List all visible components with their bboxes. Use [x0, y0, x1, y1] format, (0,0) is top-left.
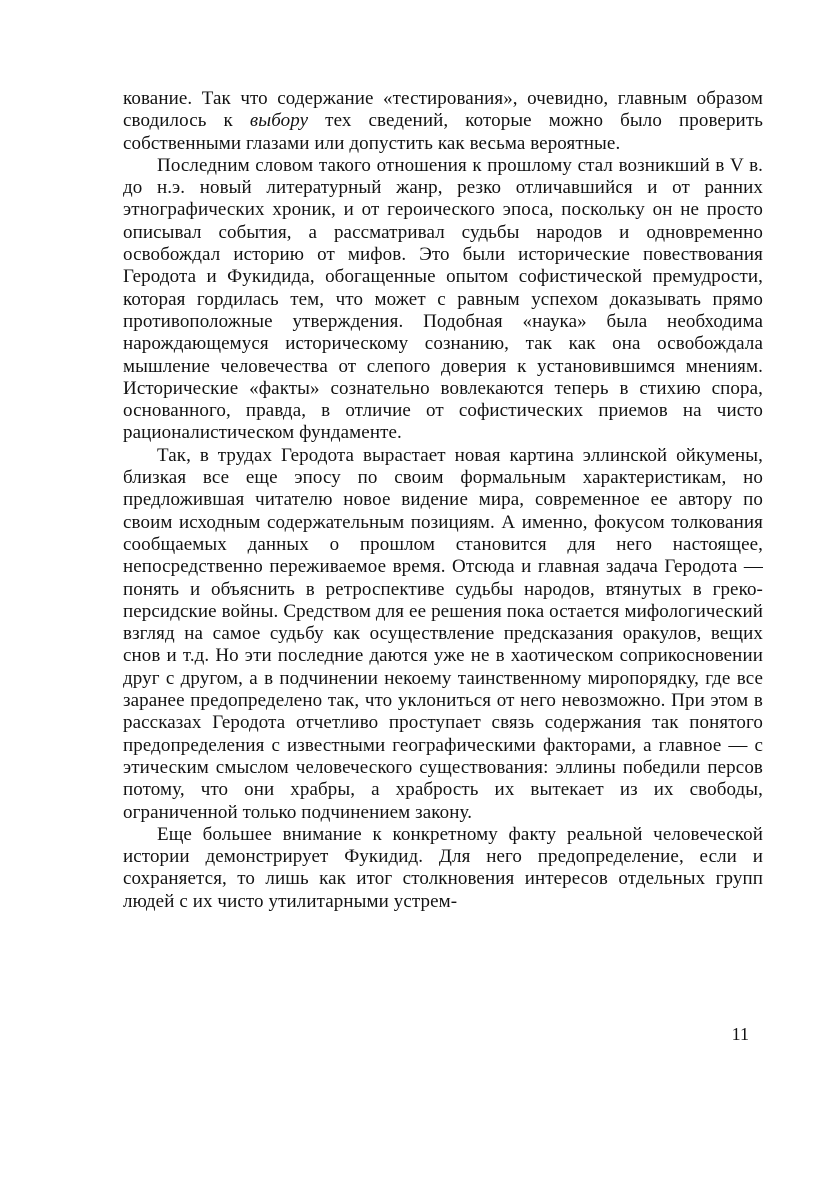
- paragraph: Еще большее внимание к конкретному факту реальной человеческой истории демонстрирует Фукидид. Для него предопределение, если и сохраняется, то лишь как итог столкновения интересов отдельных групп людей с их чисто утилитарными устрем-: [123, 823, 763, 912]
- page-number: 11: [731, 1024, 749, 1044]
- italic-word: выбору: [249, 110, 309, 132]
- paragraph: Так, в трудах Геродота вырастает новая картина эллинской ойкумены, близкая все еще эпосу по своим формальным характеристикам, но предложившая читателю новое видение мира, современное ее автору по своим исходным содержательным позициям. А именно, фокусом толкования сообщаемых данных о прошлом становится для него настоящее, непосредственно переживаемое время. Отсюда и главная задача Геродота — понять и объяснить в ретроспективе судьбы народов, втянутых в греко-персидские войны. Средством для ее решения пока остается мифологический взгляд на самое судьбу как осуществление предсказания оракулов, вещих снов и т.д. Но эти последние даются уже не в хаотическом соприкосновении друг с другом, а в подчинении некоему таинственному миропорядку, где все заранее предопределено так, что уклониться от него невозможно. При этом в рассказах Геродота отчетливо проступает связь содержания так понятого предопределения с известными географическими факторами, а главное — с этическим смыслом человеческого существования: эллины победили персов потому, что они храбры, а храбрость их вытекает из их свободы, ограниченной только подчинением закону.: [123, 444, 763, 823]
- body-text: [123, 88, 763, 913]
- paragraph: [123, 88, 763, 155]
- paragraph: Последним словом такого отношения к прошлому стал возникший в V в. до н.э. новый литературный жанр, резко отличавшийся и от ранних этнографических хроник, и от героического эпоса, поскольку он не просто описывал события, а рассматривал судьбы народов и одновременно освобождал историю от мифов. Это были исторические повествования Геродота и Фукидида, обогащенные опытом софистической премудрости, которая гордилась тем, что может с равным успехом доказывать прямо противоположные утверждения. Подобная «наука» была необходима нарождающемуся историческому сознанию, так как она освобождала мышление человечества от слепого доверия к установившимся мнениям. Исторические «факты» сознательно вовлекаются теперь в стихию спора, основанного, правда, в отличие от софистических приемов на чисто рационалистическом фундаменте.: [123, 154, 763, 444]
- paragraph-text: тех сведений, которые можно было проверить собственными глазами или допустить как весьма вероятные.: [123, 110, 763, 154]
- paragraph-text: кование. Так что содержание «тестирования», очевидно, главным образом сводилось к: [123, 88, 763, 132]
